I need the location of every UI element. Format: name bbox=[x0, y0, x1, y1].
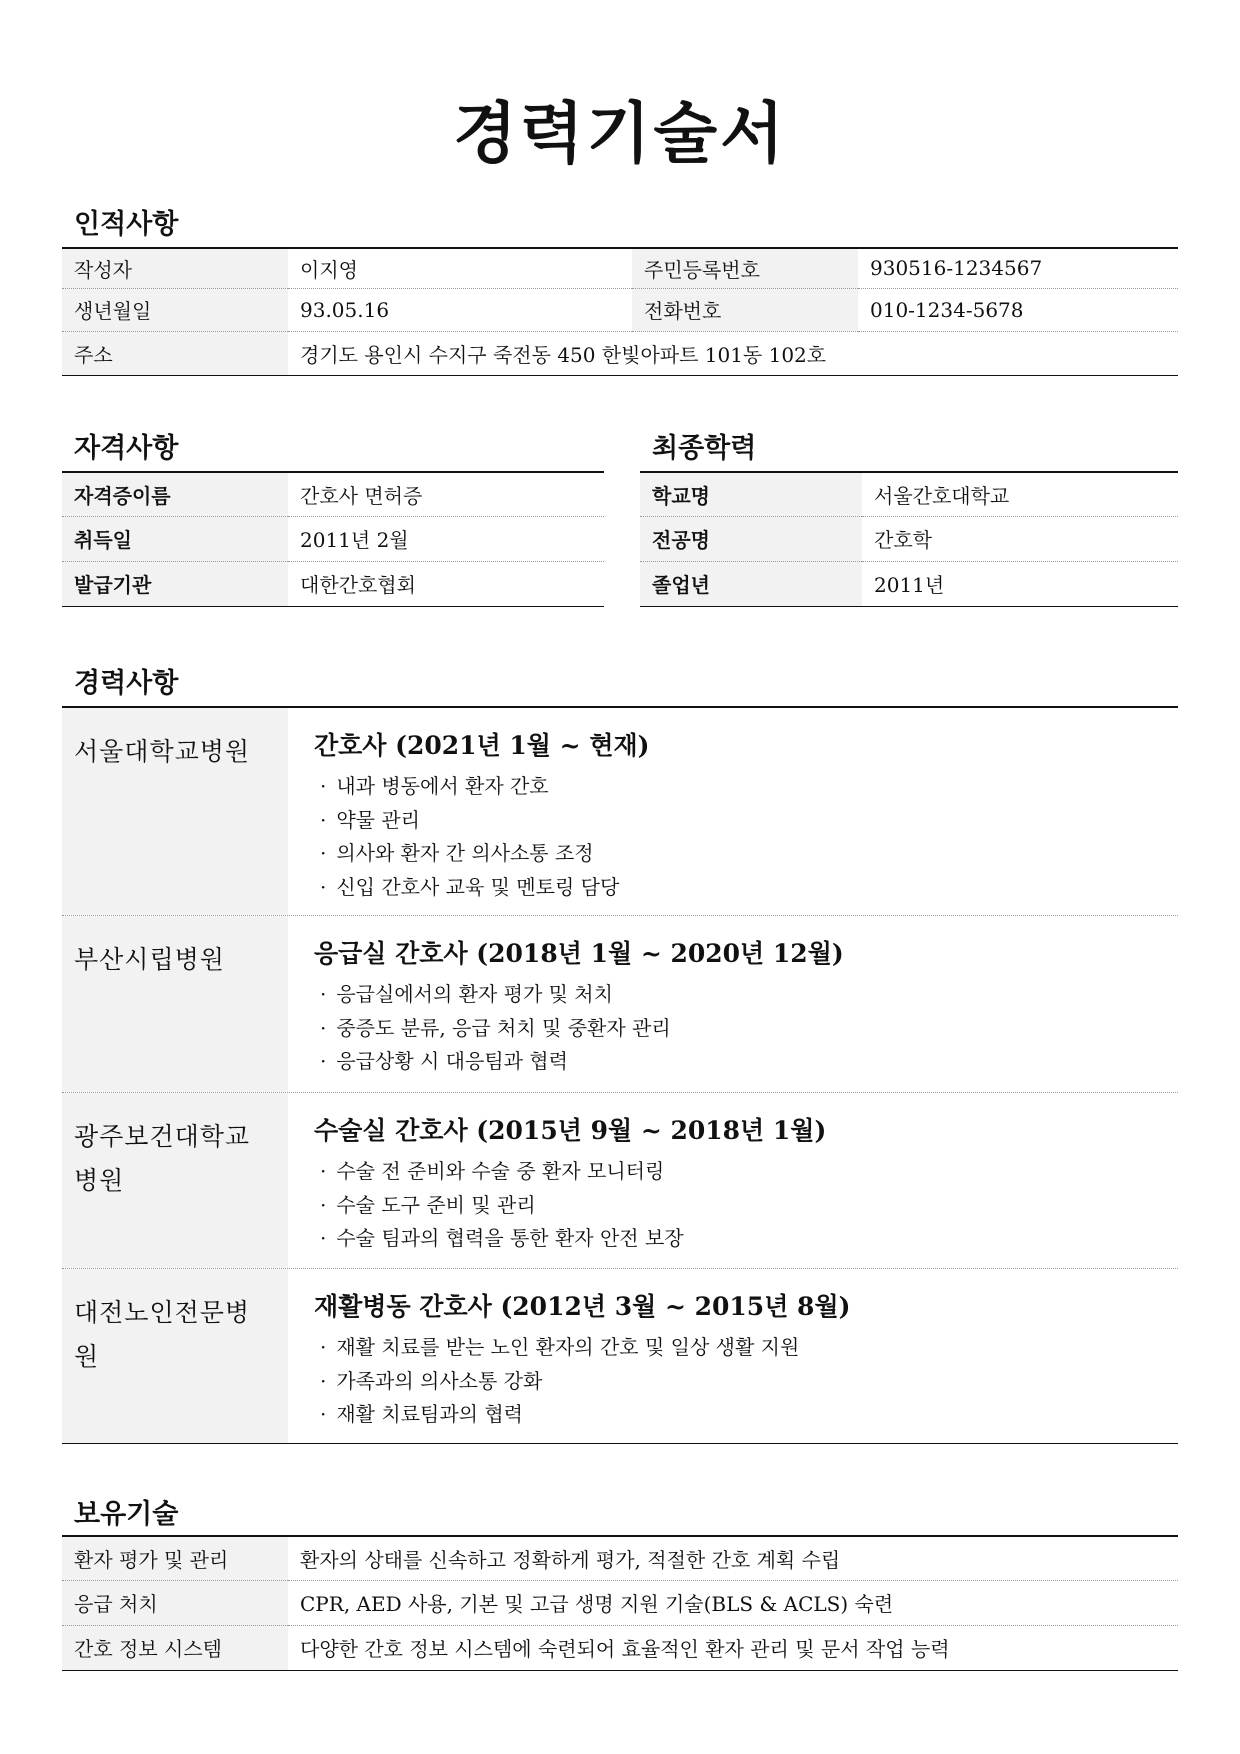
major-value: 간호학 bbox=[862, 516, 1178, 561]
address-value: 경기도 용인시 수지구 죽전동 450 한빛아파트 101동 102호 bbox=[288, 331, 1178, 375]
career-item-text: 가족과의 의사소통 강화 bbox=[336, 1368, 543, 1393]
career-item-text: 수술 전 준비와 수술 중 환자 모니터링 bbox=[336, 1159, 665, 1183]
skill-value: 다양한 간호 정보 시스템에 숙련되어 효율적인 환자 관리 및 문서 작업 능력 bbox=[288, 1625, 1178, 1670]
name-value: 이지영 bbox=[288, 248, 632, 288]
career-item bbox=[314, 1045, 1178, 1079]
skill-value: CPR, AED 사용, 기본 및 고급 생명 지원 기술(BLS & ACLS) 숙련 bbox=[288, 1580, 1178, 1625]
career-entry bbox=[62, 1269, 1178, 1444]
phone-value: 010-1234-5678 bbox=[858, 288, 1178, 331]
birth-label: 생년월일 bbox=[62, 288, 288, 331]
bullet: · bbox=[320, 982, 327, 1006]
document-title: 경력기술서 bbox=[453, 94, 787, 172]
career-role: 응급실 간호사 (2018년 1월 ~ 2020년 12월) bbox=[314, 939, 844, 968]
career-item bbox=[314, 1012, 1178, 1046]
bullet: · bbox=[320, 1015, 327, 1040]
license-name-label: 자격증이름 bbox=[62, 472, 288, 516]
id-label: 주민등록번호 bbox=[632, 248, 858, 288]
skill-label: 응급 처치 bbox=[62, 1580, 288, 1625]
major-label: 전공명 bbox=[640, 516, 862, 561]
career-item bbox=[314, 871, 1178, 905]
bullet: · bbox=[320, 841, 327, 865]
career-org bbox=[62, 1093, 288, 1268]
career-item-text: 수술 도구 준비 및 관리 bbox=[336, 1192, 536, 1217]
career-item-text: 응급상황 시 대응팀과 협력 bbox=[336, 1049, 568, 1073]
career-item-text: 신입 간호사 교육 및 멘토링 담당 bbox=[336, 874, 620, 899]
career-org bbox=[62, 1269, 288, 1443]
license-table bbox=[62, 471, 604, 607]
career-entry bbox=[62, 708, 1178, 916]
career-role: 간호사 (2021년 1월 ~ 현재) bbox=[314, 731, 650, 760]
education-heading: 최종학력 bbox=[652, 433, 757, 464]
license-date-label: 취득일 bbox=[62, 516, 288, 561]
career-item bbox=[314, 770, 1178, 804]
education-table bbox=[640, 471, 1178, 607]
skill-value: 환자의 상태를 신속하고 정확하게 평가, 적절한 간호 계획 수립 bbox=[288, 1536, 1178, 1580]
bullet: · bbox=[320, 1402, 327, 1426]
bullet: · bbox=[320, 1192, 327, 1217]
bullet: · bbox=[320, 874, 327, 899]
career-org-line: 대전노인전문병 bbox=[74, 1298, 251, 1327]
career-role: 수술실 간호사 (2015년 9월 ~ 2018년 1월) bbox=[314, 1116, 827, 1145]
school-value: 서울간호대학교 bbox=[862, 472, 1178, 516]
career-item-text: 중증도 분류, 응급 처치 및 중환자 관리 bbox=[336, 1015, 671, 1040]
phone-label: 전화번호 bbox=[632, 288, 858, 331]
license-date-value: 2011년 2월 bbox=[288, 516, 604, 561]
career-org-line: 부산시립병원 bbox=[74, 945, 225, 974]
school-label: 학교명 bbox=[640, 472, 862, 516]
license-issuer-value: 대한간호협회 bbox=[288, 561, 604, 606]
career-item bbox=[314, 1365, 1178, 1399]
bullet: · bbox=[320, 1335, 327, 1359]
bullet: · bbox=[320, 1049, 327, 1073]
personal-table bbox=[62, 247, 1178, 376]
career-item-text: 의사와 환자 간 의사소통 조정 bbox=[336, 841, 594, 865]
career-item bbox=[314, 837, 1178, 871]
career-item bbox=[314, 804, 1178, 838]
career-item bbox=[314, 1155, 1178, 1189]
address-label: 주소 bbox=[62, 331, 288, 375]
career-org bbox=[62, 708, 288, 915]
bullet: · bbox=[320, 1159, 327, 1183]
skill-label: 간호 정보 시스템 bbox=[62, 1625, 288, 1670]
career-item-text: 재활 치료팀과의 협력 bbox=[336, 1402, 523, 1426]
career-item bbox=[314, 1331, 1178, 1365]
career-org-line: 원 bbox=[74, 1342, 100, 1371]
career-item bbox=[314, 978, 1178, 1012]
career-item bbox=[314, 1222, 1178, 1256]
career-role: 재활병동 간호사 (2012년 3월 ~ 2015년 8월) bbox=[314, 1292, 851, 1321]
bullet: · bbox=[320, 1368, 327, 1393]
career-entry bbox=[62, 916, 1178, 1093]
license-heading: 자격사항 bbox=[74, 433, 179, 464]
skills-table bbox=[62, 1535, 1178, 1671]
bullet: · bbox=[320, 1226, 327, 1250]
career-item-text: 내과 병동에서 환자 간호 bbox=[336, 774, 549, 798]
bullet: · bbox=[320, 807, 327, 832]
career-heading: 경력사항 bbox=[74, 668, 179, 699]
career-list bbox=[62, 706, 1178, 1444]
license-issuer-label: 발급기관 bbox=[62, 561, 288, 606]
career-item bbox=[314, 1189, 1178, 1223]
id-value: 930516-1234567 bbox=[858, 248, 1178, 288]
personal-heading: 인적사항 bbox=[74, 209, 179, 240]
birth-value: 93.05.16 bbox=[288, 288, 632, 331]
career-item-text: 응급실에서의 환자 평가 및 처치 bbox=[336, 982, 613, 1006]
skill-label: 환자 평가 및 관리 bbox=[62, 1536, 288, 1580]
skills-heading: 보유기술 bbox=[74, 1499, 179, 1530]
career-org-line: 서울대학교병원 bbox=[74, 737, 251, 766]
career-org-line: 병원 bbox=[74, 1166, 125, 1195]
name-label: 작성자 bbox=[62, 248, 288, 288]
graduation-label: 졸업년 bbox=[640, 561, 862, 606]
career-org-line: 광주보건대학교 bbox=[74, 1122, 251, 1151]
career-item-text: 수술 팀과의 협력을 통한 환자 안전 보장 bbox=[336, 1226, 684, 1250]
license-name-value: 간호사 면허증 bbox=[288, 472, 604, 516]
career-org bbox=[62, 916, 288, 1092]
bullet: · bbox=[320, 774, 327, 798]
graduation-value: 2011년 bbox=[862, 561, 1178, 606]
career-item bbox=[314, 1398, 1178, 1432]
career-item-text: 재활 치료를 받는 노인 환자의 간호 및 일상 생활 지원 bbox=[336, 1335, 800, 1359]
career-item-text: 약물 관리 bbox=[336, 807, 420, 832]
career-entry bbox=[62, 1093, 1178, 1269]
